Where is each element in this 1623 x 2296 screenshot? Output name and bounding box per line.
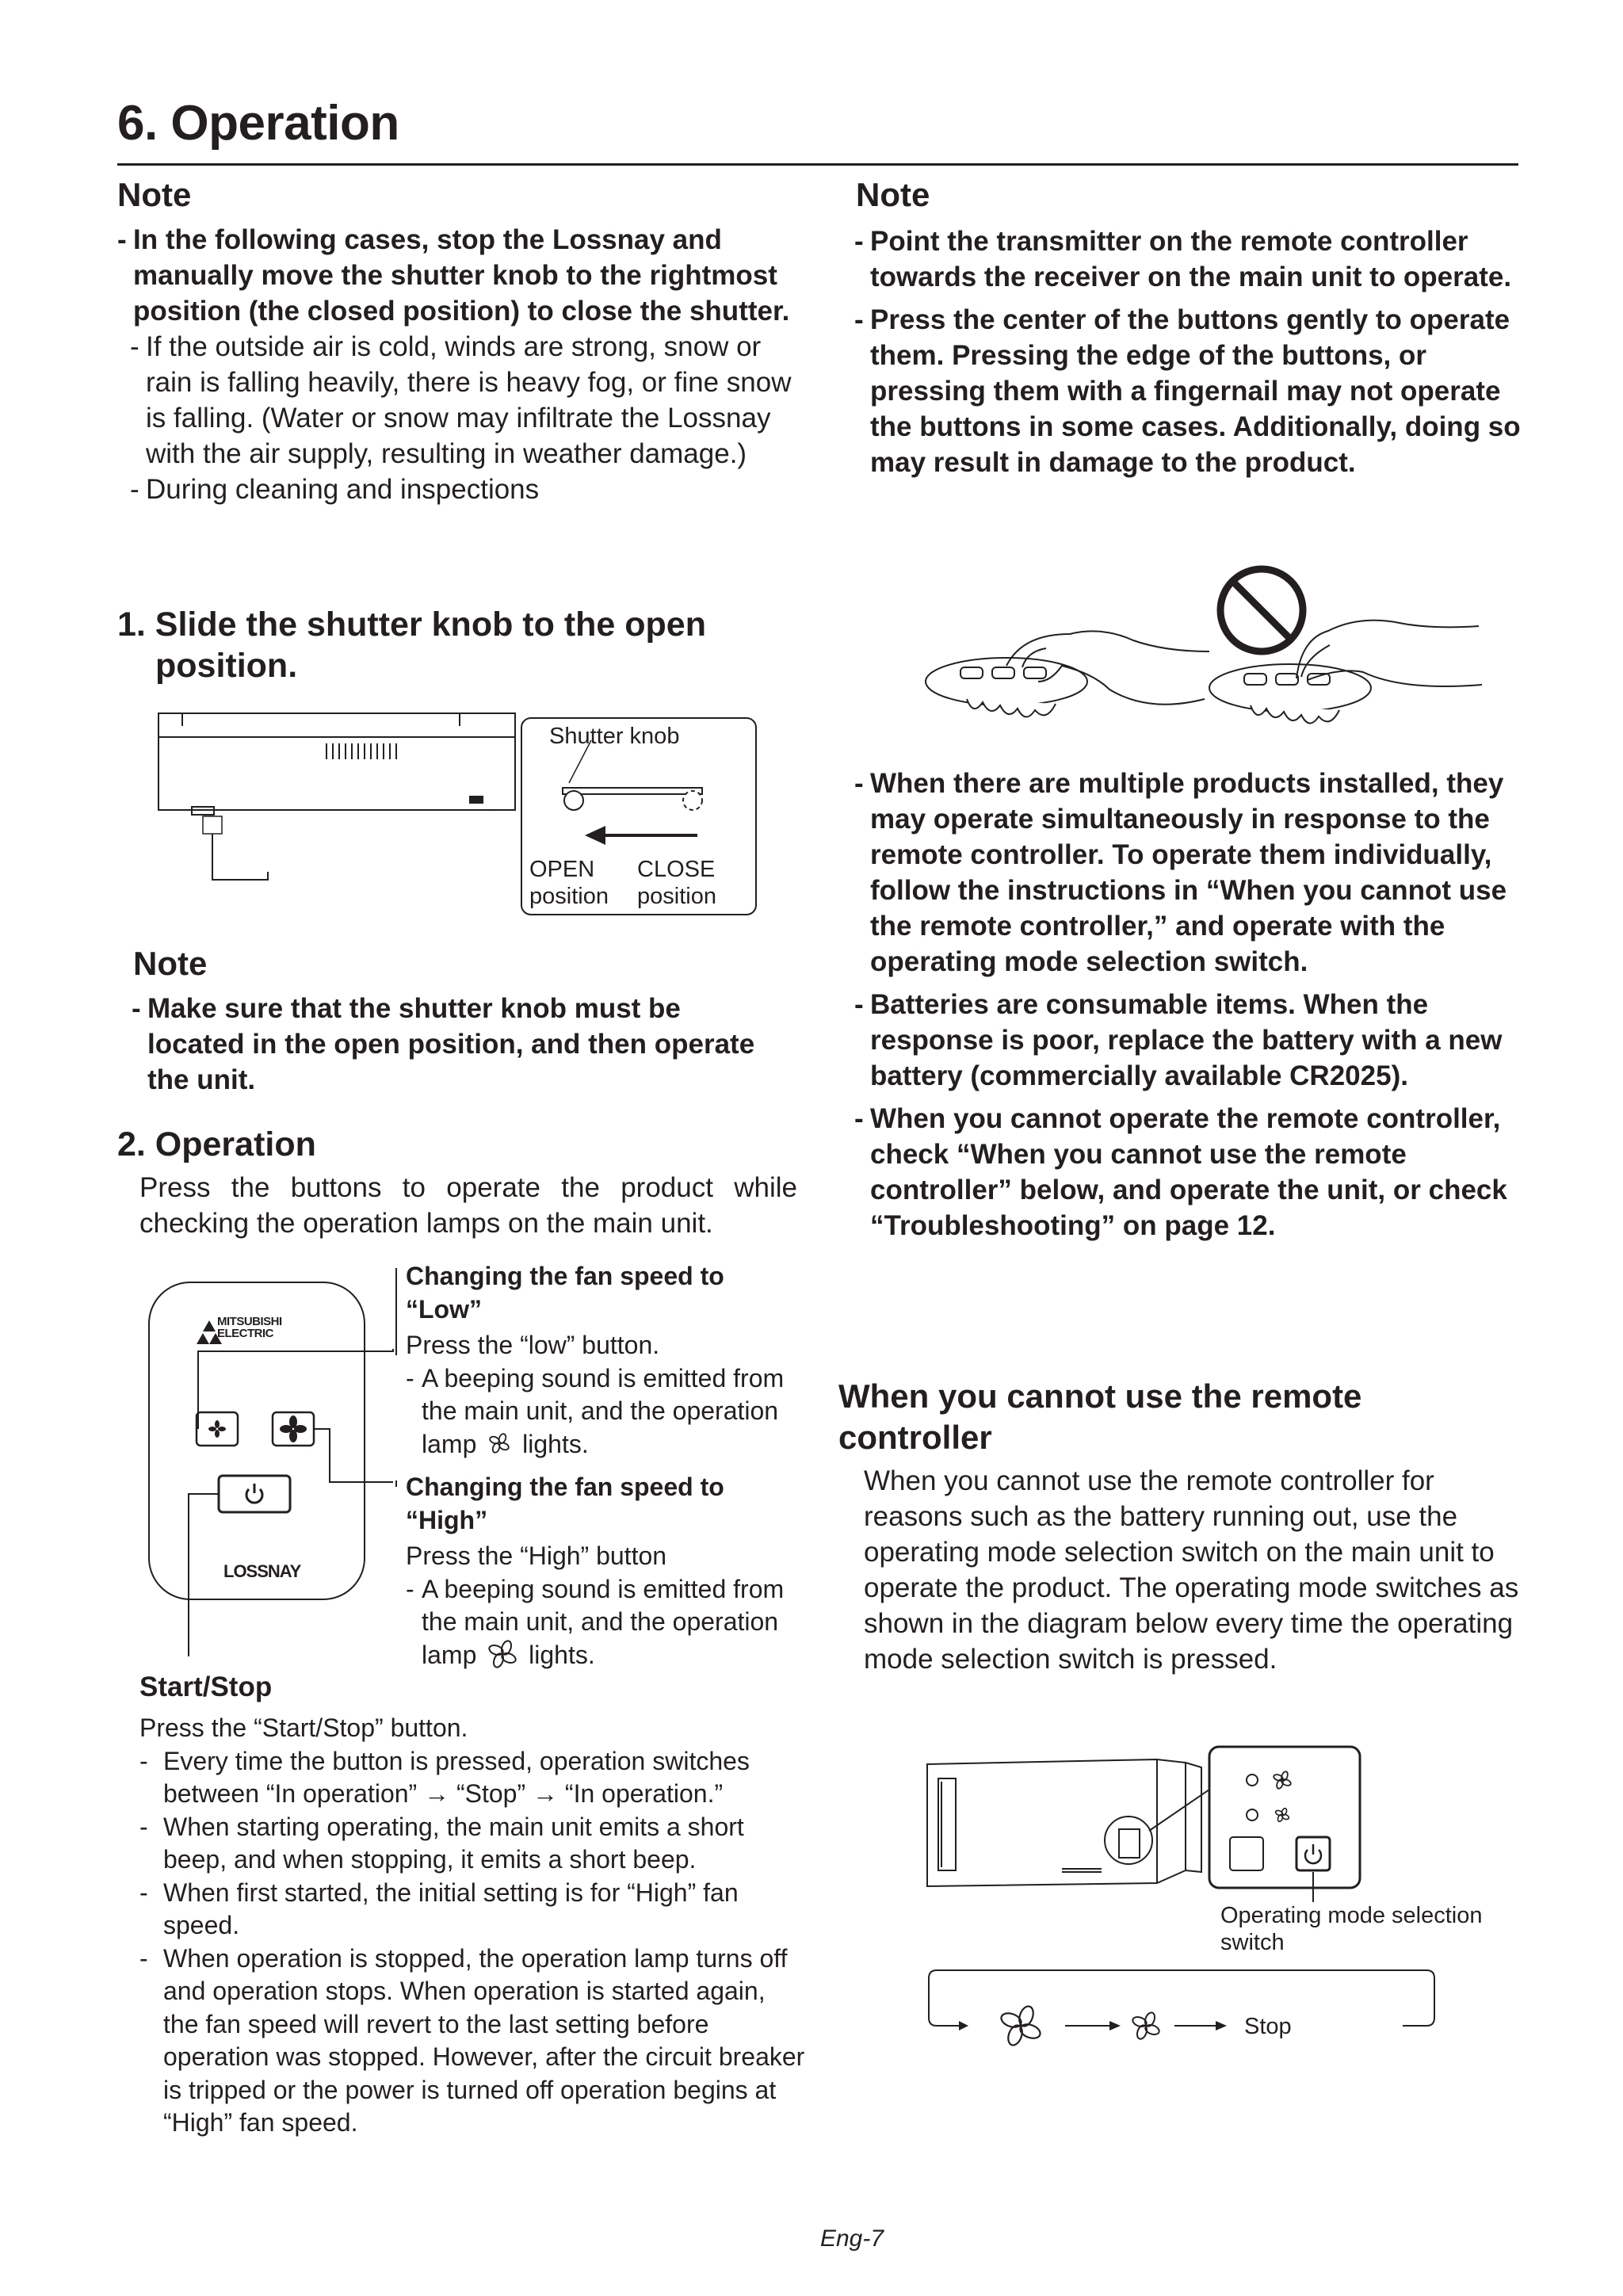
button-press-figure (919, 563, 1490, 745)
step2-text: Press the buttons to operate the product while checking the operation lamps on the main unit. (139, 1172, 797, 1239)
right-item-2: Batteries are consumable items. When the response is poor, replace the battery with a new battery (commercially available CR2025). (870, 989, 1503, 1091)
title-rule (117, 163, 1518, 166)
low-callout (406, 1260, 802, 1461)
remote-brand-line1: MITSUBISHI (217, 1315, 282, 1328)
note-left-item-1: If the outside air is cold, winds are strong, snow or rain is falling heavily, there is heavy fog, or fine snow is falling. (Water or snow may infiltrate the Lossnay with the air supply, resulting in weather damage.) (146, 331, 792, 469)
high-callout (406, 1471, 802, 1671)
startstop-press: Press the “Start/Stop” button. (139, 1713, 468, 1742)
note-left-lead: - In the following cases, stop the Lossnay and manually move the shutter knob to the rightmost position (the closed position) to close the shutter. (117, 222, 807, 329)
remote-buttons-layer (147, 1244, 401, 1641)
high-detail-tail: lights. (529, 1640, 595, 1669)
low-detail: - A beeping sound is emitted from the main unit, and the operation lamp lights. (406, 1363, 785, 1458)
low-detail-tail: lights. (522, 1429, 589, 1458)
list-item: - If the outside air is cold, winds are strong, snow or rain is falling heavily, there is heavy fog, or fine snow is falling. (Water or snow may infiltrate the Lossnay with the air supply, resulting in weather damage.) (117, 329, 807, 472)
note-right-item-1: Point the transmitter on the remote controller towards the receiver on the main unit to operate. (870, 226, 1512, 292)
page-title: 6. Operation (117, 96, 399, 151)
low-detail-text: A beeping sound is emitted from the main unit, and the operation lamp (422, 1363, 785, 1458)
cycle-stop-label: Stop (1244, 2014, 1292, 2039)
note-left-item-2: During cleaning and inspections (146, 474, 540, 505)
high-button-icon[interactable] (280, 1415, 307, 1442)
list-item: - When first started, the initial setting is for “High” fan speed. (139, 1877, 805, 1943)
cycle-fan-high-icon (999, 2004, 1042, 2047)
close-label: CLOSE (637, 857, 716, 882)
list-item: - When operation is stopped, the operation lamp turns off and operation stops. When operation is started again, the fan speed will revert to the last setting before operation was stopped. However, after the circuit breaker is tripped or the power is turned off operation begins at “High” fan speed. (139, 1943, 805, 2140)
note2-item-text: Make sure that the shutter knob must be located in the open position, and then operate the unit. (147, 993, 755, 1095)
startstop-body (139, 1712, 805, 2140)
high-detail: - A beeping sound is emitted from the main unit, and the operation lamp lights. (406, 1574, 785, 1669)
note2-item: - Make sure that the shutter knob must be located in the open position, and then operate the unit. (132, 991, 781, 1098)
cannot-heading: When you cannot use the remote controller (838, 1377, 1362, 1456)
open-label: OPEN (529, 857, 595, 882)
startstop-item-4: When operation is stopped, the operation lamp turns off and operation stops. When operation is started again, the fan speed will revert to the last setting before operation was stopped. However, after the circuit breaker is tripped or the power is turned off operation begins at “High” fan speed. (163, 1943, 805, 2137)
startstop-heading: Start/Stop (139, 1671, 273, 1702)
low-press: Press the “low” button. (406, 1331, 660, 1359)
cannot-text: When you cannot use the remote controller for reasons such as the battery running out, use the operating mode selection switch on the main unit to operate the product. The operating mode switches as shown in the diagram below every time the operating mode selection switch is pressed. (864, 1465, 1519, 1675)
remote-brand-line2: ELECTRIC (217, 1327, 273, 1340)
list-item: - Press the center of the buttons gently to operate them. Pressing the edge of the buttons, or pressing them with a fingernail may not operate the buttons in some cases. Additionally, doing so may result in damage to the product. (854, 302, 1528, 480)
page-number: Eng-7 (819, 2225, 884, 2252)
prohibited-icon (1220, 569, 1303, 651)
cycle-fan-low-icon (1132, 2011, 1161, 2041)
note-left-body (117, 222, 807, 507)
note2-heading: Note (133, 945, 208, 982)
step2-heading: 2. Operation (117, 1125, 316, 1163)
remote-logo: LOSSNAY (223, 1561, 301, 1581)
right-item-1: When there are multiple products installed, they may operate simultaneously in response to the remote controller. To operate them individually, follow the instructions in “When you cannot use the remote controller,” and operate with the operating mode selection switch. (870, 768, 1507, 977)
startstop-item-1: Every time the button is pressed, operation switches between “In operation” → “Stop” → “In operation.” (163, 1746, 750, 1808)
list-item: - When starting operating, the main unit emits a short beep, and when stopping, it emits a short beep. (139, 1811, 805, 1877)
switch-label: Operating mode selection switch (1220, 1903, 1483, 1955)
shutter-knob-label: Shutter knob (549, 724, 680, 749)
fan-high-icon (487, 1640, 518, 1668)
low-heading: Changing the fan speed to “Low” (406, 1262, 724, 1324)
list-item: - Batteries are consumable items. When the response is poor, replace the battery with a new battery (commercially available CR2025). (854, 987, 1528, 1094)
power-button-icon[interactable] (246, 1484, 262, 1503)
open-sub-label: position (529, 884, 609, 909)
fan-low-icon (488, 1432, 510, 1454)
note-left-lead-text: In the following cases, stop the Lossnay and manually move the shutter knob to the rightmost position (the closed position) to close the shutter. (133, 224, 790, 327)
note-heading-left: Note (117, 176, 192, 213)
right-list (854, 766, 1528, 1251)
list-item: - When there are multiple products installed, they may operate simultaneously in response to the remote controller. To operate them individually, follow the instructions in “When you cannot use the remote controller,” and operate with the operating mode selection switch. (854, 766, 1528, 980)
list-item: - When you cannot operate the remote controller, check “When you cannot use the remote controller” below, and operate the unit, or check “Troubleshooting” on page 12. (854, 1101, 1528, 1244)
list-item: - Point the transmitter on the remote controller towards the receiver on the main unit to operate. (854, 223, 1528, 295)
high-press: Press the “High” button (406, 1541, 667, 1570)
startstop-item-3: When first started, the initial setting is for “High” fan speed. (163, 1878, 739, 1939)
list-item: - During cleaning and inspections (117, 472, 807, 507)
close-sub-label: position (637, 884, 716, 909)
high-heading: Changing the fan speed to “High” (406, 1473, 724, 1534)
step1-heading: 1. Slide the shutter knob to the open position. (117, 606, 706, 685)
note-right-item-2: Press the center of the buttons gently to operate them. Pressing the edge of the buttons, or pressing them with a fingernail may not operate the buttons in some cases. Additionally, doing so may result in damage to the product. (870, 304, 1521, 478)
mode-cycle-figure (927, 1966, 1450, 2045)
startstop-item-2: When starting operating, the main unit emits a short beep, and when stopping, it emits a short beep. (163, 1812, 744, 1874)
list-item: - Every time the button is pressed, operation switches between “In operation” → “Stop” → “In operation.” (139, 1745, 805, 1811)
right-item-3: When you cannot operate the remote controller, check “When you cannot use the remote controller” below, and operate the unit, or check “Troubleshooting” on page 12. (870, 1103, 1507, 1241)
note-right-body (854, 223, 1528, 487)
callout-lines (395, 1268, 403, 1506)
low-button-icon[interactable] (208, 1420, 226, 1438)
high-detail-text: A beeping sound is emitted from the main unit, and the operation lamp (422, 1574, 785, 1669)
note-heading-right: Note (856, 176, 930, 213)
